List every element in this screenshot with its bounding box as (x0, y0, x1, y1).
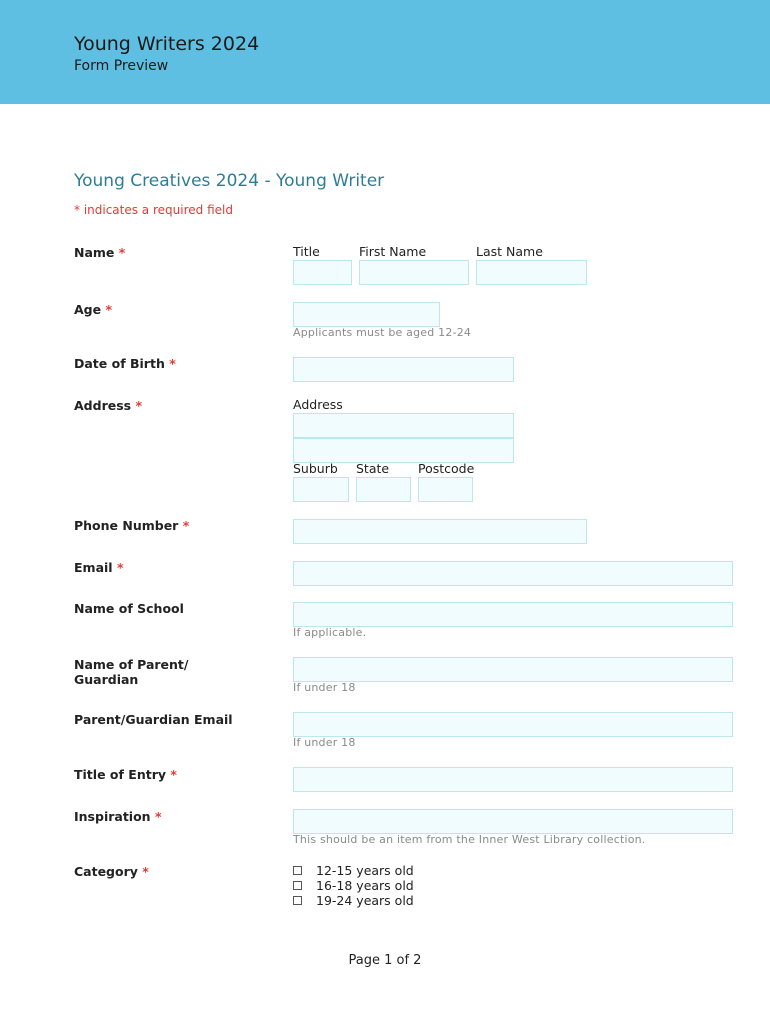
inspiration-input[interactable] (293, 809, 733, 834)
dob-label: Date of Birth * (74, 356, 176, 371)
address-line2-input[interactable] (293, 438, 514, 463)
checkbox-icon[interactable] (293, 866, 302, 875)
category-option-19-24[interactable]: 19-24 years old (293, 893, 414, 908)
state-input[interactable] (356, 477, 411, 502)
header-banner (0, 0, 770, 104)
parent-email-label: Parent/Guardian Email (74, 712, 233, 727)
last-name-input[interactable] (476, 260, 587, 285)
age-input[interactable] (293, 302, 440, 327)
parent-hint: If under 18 (293, 681, 356, 694)
checkbox-icon[interactable] (293, 896, 302, 905)
entry-title-input[interactable] (293, 767, 733, 792)
name-last-sublabel: Last Name (476, 244, 543, 259)
name-first-sublabel: First Name (359, 244, 427, 259)
suburb-sublabel: Suburb (293, 461, 338, 476)
dob-input[interactable] (293, 357, 514, 382)
name-title-input[interactable] (293, 260, 352, 285)
age-hint: Applicants must be aged 12-24 (293, 326, 472, 339)
address-label: Address * (74, 398, 142, 413)
first-name-input[interactable] (359, 260, 469, 285)
school-label: Name of School (74, 601, 184, 616)
app-title: Young Writers 2024 (74, 33, 260, 55)
phone-label: Phone Number * (74, 518, 190, 533)
address-line1-input[interactable] (293, 413, 514, 438)
parent-email-hint: If under 18 (293, 736, 356, 749)
postcode-input[interactable] (418, 477, 473, 502)
parent-email-input[interactable] (293, 712, 733, 737)
phone-input[interactable] (293, 519, 587, 544)
postcode-sublabel: Postcode (418, 461, 475, 476)
category-option-12-15[interactable]: 12-15 years old (293, 863, 414, 878)
inspiration-hint: This should be an item from the Inner West Library collection. (293, 833, 646, 846)
entry-title-label: Title of Entry * (74, 767, 177, 782)
name-label: Name * (74, 245, 126, 260)
email-label: Email * (74, 560, 124, 575)
state-sublabel: State (356, 461, 390, 476)
page-indicator: Page 1 of 2 (348, 953, 422, 968)
school-input[interactable] (293, 602, 733, 627)
email-input[interactable] (293, 561, 733, 586)
app-subtitle: Form Preview (74, 58, 169, 74)
required-note: * indicates a required field (74, 203, 233, 217)
inspiration-label: Inspiration * (74, 809, 162, 824)
parent-label: Name of Parent/ Guardian (74, 657, 189, 687)
checkbox-icon[interactable] (293, 881, 302, 890)
age-label: Age * (74, 302, 113, 317)
category-label: Category * (74, 864, 149, 879)
address-sublabel: Address (293, 397, 343, 412)
category-option-16-18[interactable]: 16-18 years old (293, 878, 414, 893)
parent-name-input[interactable] (293, 657, 733, 682)
form-title: Young Creatives 2024 - Young Writer (74, 171, 385, 191)
name-title-sublabel: Title (293, 244, 320, 259)
school-hint: If applicable. (293, 626, 367, 639)
suburb-input[interactable] (293, 477, 349, 502)
